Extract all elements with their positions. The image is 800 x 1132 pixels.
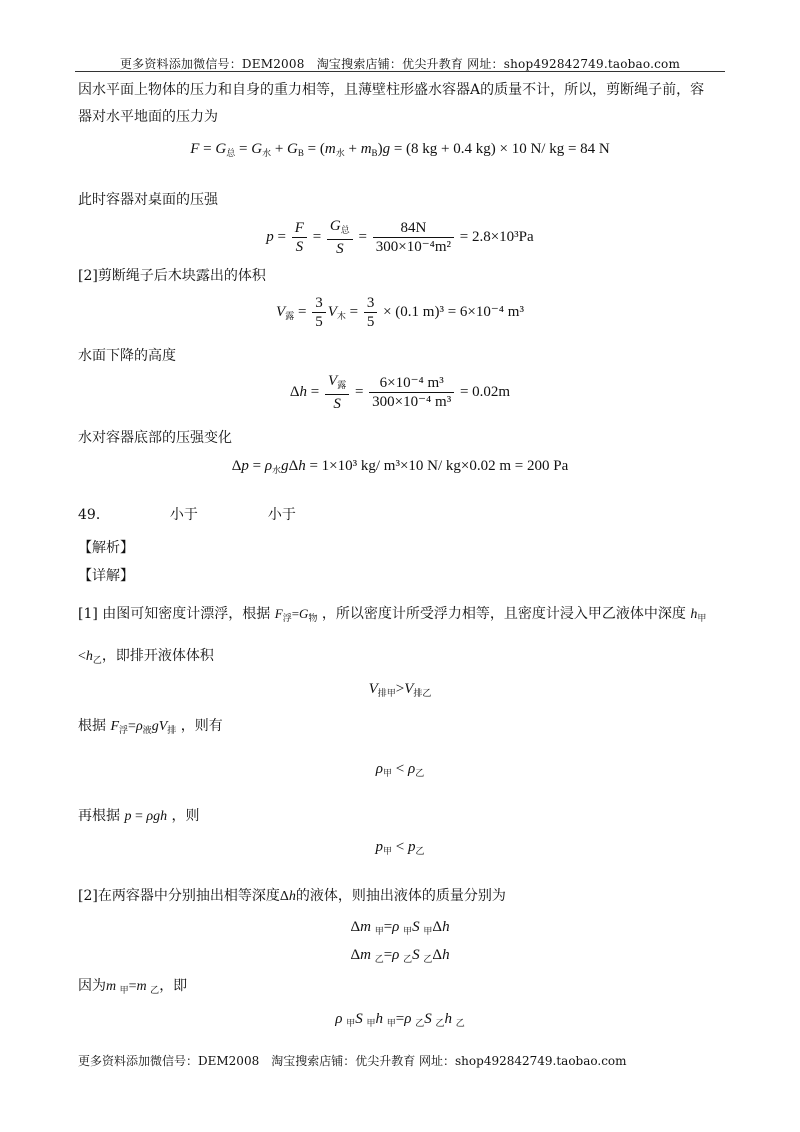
paragraph-5: 水对容器底部的压强变化 — [78, 430, 232, 446]
paragraph-10: 因为m $_甲$=m $_乙$，即 — [78, 978, 188, 995]
equation-density-compare: $\rho_甲 < \rho_乙$ — [375, 761, 425, 778]
paragraph-7: 根据 $F_浮=\rho_液gV_排$ ，则有 — [78, 718, 223, 735]
equation-pressure-change: $\Delta p = \rho_水g\Delta h = 1\times 10^3$ kg/ m³×10 N/ kg×0.02 m = 200 Pa — [231, 458, 569, 475]
equation-height: Δh = $\frac{V_露}{S}$ = $\frac{\text{6×10⁻⁴ m³}}{\text{300×10⁻⁴ m³}}$ = 0.02m — [289, 373, 511, 412]
paragraph-9: [2]在两容器中分别抽出相等深度Δh的液体，则抽出液体的质量分别为 — [78, 888, 506, 904]
detail-label: 【详解】 — [78, 568, 134, 584]
equation-pressure: p = $\frac{F}{S}$ = $\frac{G_总}{S}$ = $\frac{84N}{\text{300×10⁻⁴m²}}$ = 2.8×10³Pa — [266, 218, 534, 257]
paragraph-6a: [1] 由图可知密度计漂浮，根据 $F_浮=G_物$ ，所以密度计所受浮力相等，且密度计浸入甲乙液体中深度 $h_甲$ — [78, 606, 707, 623]
equation-pressure-compare: $p_甲 < p_乙$ — [375, 839, 425, 856]
equation-displaced-volume: $V_{排甲}>V_{排乙}$ — [368, 681, 432, 698]
page-footer: 更多资料添加微信号：DEM2008 淘宝搜索店铺：优尖升教育 网址：shop492842749.taobao.com — [78, 1054, 627, 1068]
paragraph-1a: 因水平面上物体的压力和自身的重力相等，且薄壁柱形盛水容器A的质量不计，所以，剪断绳子前，容 — [78, 82, 705, 98]
paragraph-2: 此时容器对桌面的压强 — [78, 192, 218, 208]
page-header: 更多资料添加微信号：DEM2008 淘宝搜索店铺：优尖升教育 网址：shop492842749.taobao.com — [119, 57, 681, 71]
paragraph-1b: 器对水平地面的压力为 — [78, 109, 218, 125]
analysis-label: 【解析】 — [78, 540, 134, 556]
paragraph-3: [2]剪断绳子后木块露出的体积 — [78, 268, 266, 284]
equation-mass-jia: Δm $_甲$=ρ $_甲$S $_甲$Δh — [350, 919, 450, 936]
paragraph-8: 再根据 p = ρgh ，则 — [78, 808, 200, 824]
equation-mass-yi: Δm $_乙$=ρ $_乙$S $_乙$Δh — [350, 947, 450, 964]
paragraph-4: 水面下降的高度 — [78, 348, 176, 364]
question-49: 49． 小于 小于 — [78, 507, 296, 523]
equation-force: $F = G_总 = G_水 + G_B = (m_水 + m_B)g = (8$ kg + 0.4 kg) × 10 N/ kg = 84 N — [190, 141, 610, 158]
paragraph-6c: $<h_乙$，即排开液体体积 — [78, 648, 214, 665]
equation-volume: $V_露$ = $\frac{3}{5}$ $V_木$ = $\frac{3}{5}$ × (0.1 m)³ = 6×10⁻⁴ m³ — [276, 295, 524, 330]
header-rule — [75, 71, 725, 72]
equation-mass-equal: ρ $_甲$S $_甲$h $_甲$=ρ $_乙$S $_乙$h $_乙$ — [335, 1011, 465, 1028]
